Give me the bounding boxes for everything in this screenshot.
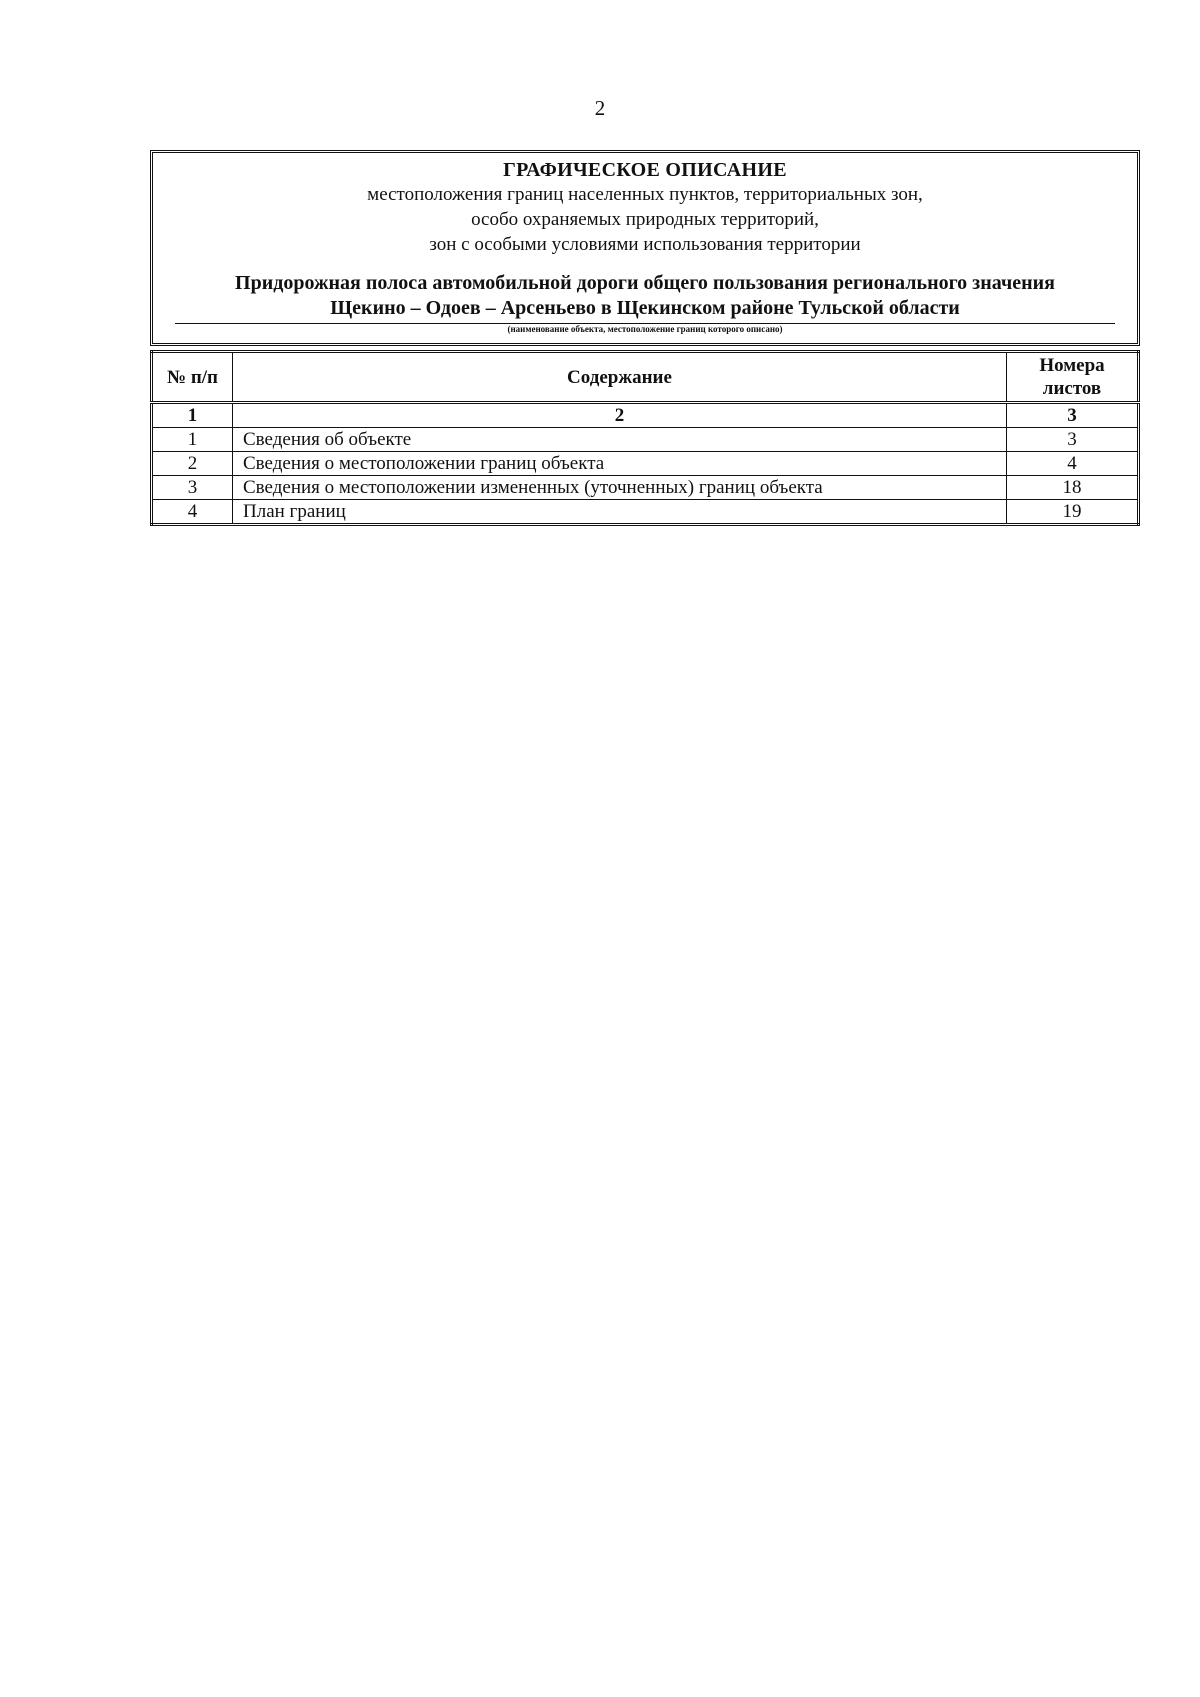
- toc-row-sheets: 19: [1007, 500, 1139, 525]
- document-subtitle-line-1: местоположения границ населенных пунктов, территориальных зон,: [367, 184, 923, 205]
- toc-index-cell: 1: [152, 403, 233, 428]
- toc-index-cell: 2: [233, 403, 1007, 428]
- toc-header-sheets: Номера листов: [1007, 352, 1139, 403]
- toc-header-row: [152, 352, 1139, 403]
- table-row: [152, 476, 1139, 500]
- toc-header-content: Содержание: [233, 352, 1007, 403]
- document-header-box: [150, 150, 1140, 346]
- table-of-contents: [150, 350, 1140, 526]
- toc-row-num: 2: [152, 452, 233, 476]
- toc-row-content: Сведения об объекте: [233, 428, 1007, 452]
- toc-row-num: 1: [152, 428, 233, 452]
- object-name-line-2: Щекино – Одоев – Арсеньево в Щекинском районе Тульской области: [330, 297, 960, 319]
- object-name: [153, 271, 1137, 321]
- toc-column-index-row: [152, 403, 1139, 428]
- toc-row-content: План границ: [233, 500, 1007, 525]
- object-name-caption: (наименование объекта, местоположение границ которого описано): [507, 324, 783, 334]
- toc-row-content: Сведения о местоположении измененных (уточненных) границ объекта: [233, 476, 1007, 500]
- table-row: [152, 452, 1139, 476]
- toc-row-sheets: 3: [1007, 428, 1139, 452]
- document-subtitle-line-2: особо охраняемых природных территорий,: [471, 209, 819, 230]
- object-name-line-1: Придорожная полоса автомобильной дороги общего пользования регионального значения: [235, 272, 1055, 294]
- table-row: [152, 428, 1139, 452]
- toc-row-num: 4: [152, 500, 233, 525]
- toc-row-sheets: 4: [1007, 452, 1139, 476]
- toc-row-sheets: 18: [1007, 476, 1139, 500]
- toc-row-num: 3: [152, 476, 233, 500]
- toc-index-cell: 3: [1007, 403, 1139, 428]
- page-number: 2: [594, 96, 606, 120]
- document-subtitle-line-3: зон с особыми условиями использования территории: [429, 234, 861, 255]
- table-row: [152, 500, 1139, 525]
- toc-header-num: № п/п: [152, 352, 233, 403]
- toc-row-content: Сведения о местоположении границ объекта: [233, 452, 1007, 476]
- document-title: ГРАФИЧЕСКОЕ ОПИСАНИЕ: [503, 159, 787, 181]
